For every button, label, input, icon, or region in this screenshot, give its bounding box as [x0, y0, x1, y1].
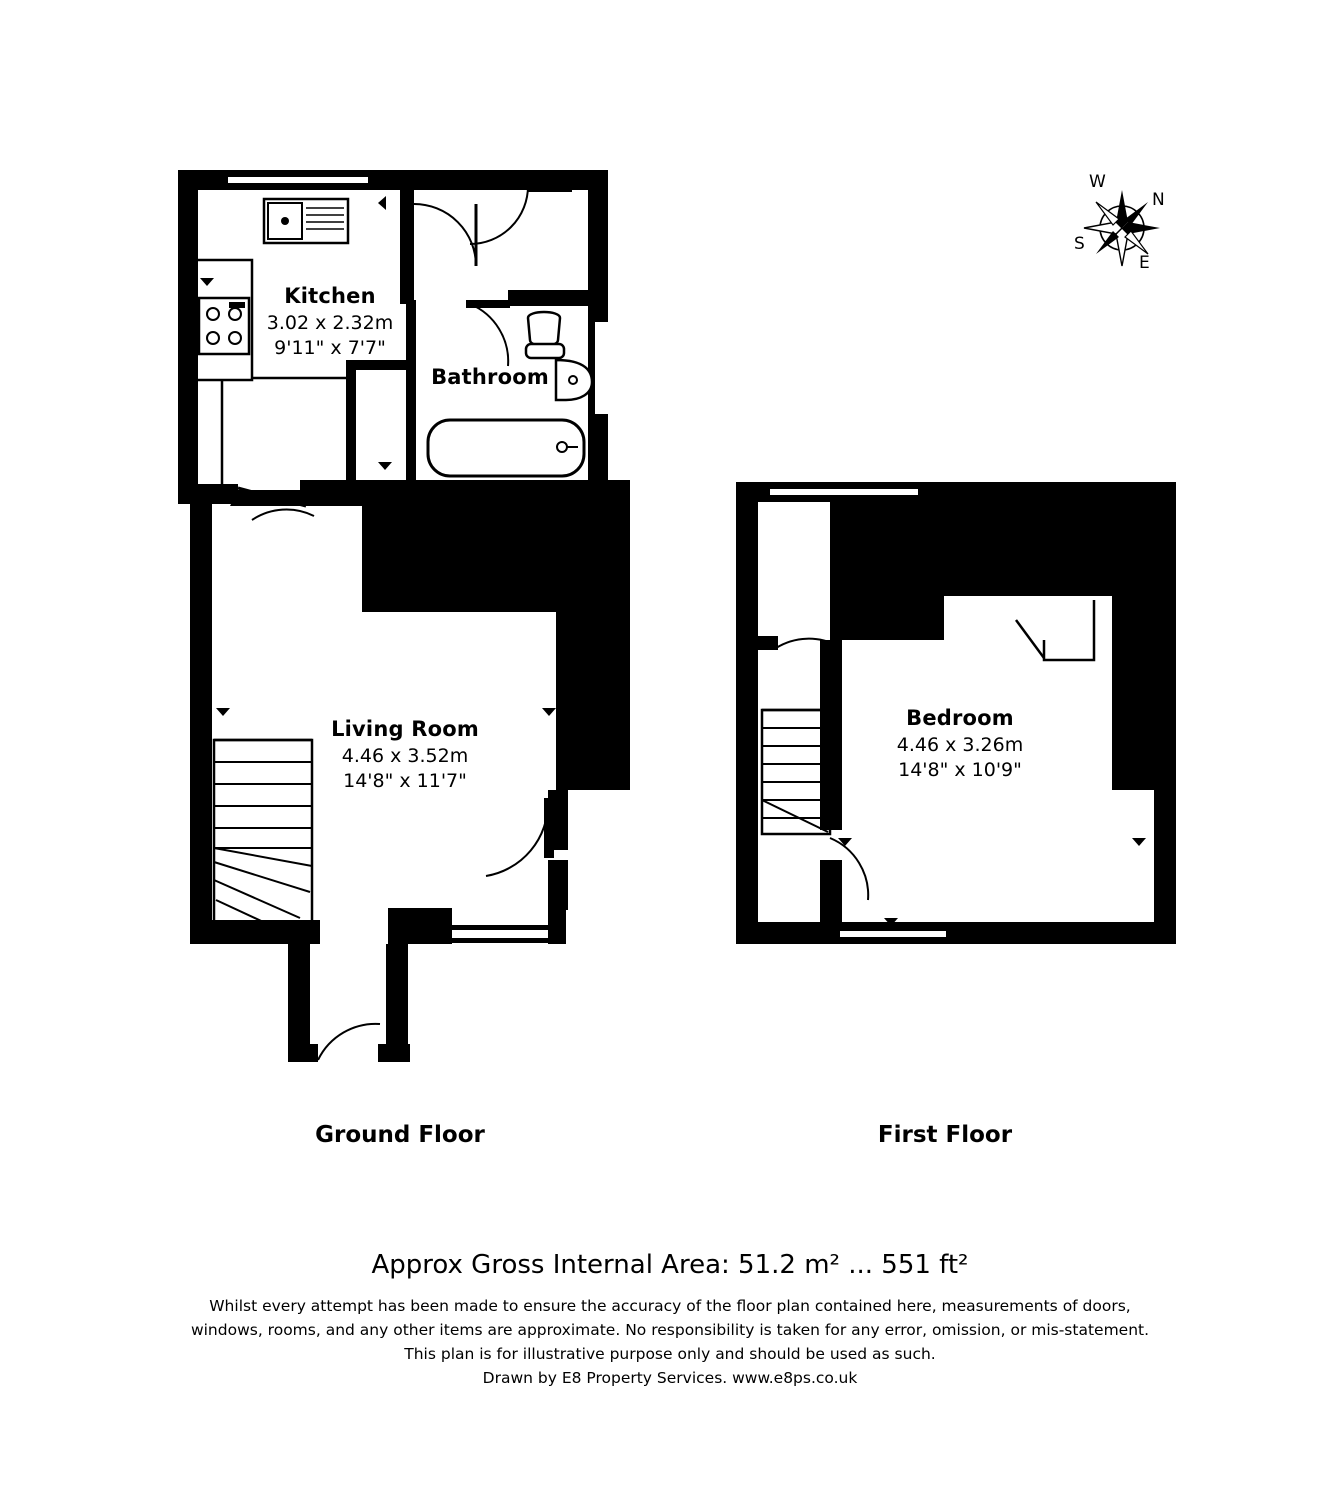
disclaimer-line-3: This plan is for illustrative purpose only and should be used as such. — [404, 1345, 936, 1363]
bedroom-dims-metric: 4.46 x 3.26m — [896, 733, 1024, 756]
kitchen-dims-metric: 3.02 x 2.32m — [266, 311, 394, 334]
bedroom-name: Bedroom — [906, 706, 1014, 730]
disclaimer-line-2: windows, rooms, and any other items are approximate. No responsibility is taken for any error, omission, or mis-statement. — [190, 1321, 1150, 1339]
compass-south-label: S — [1074, 234, 1085, 254]
kitchen-dims-imperial: 9'11" x 7'7" — [274, 336, 386, 359]
room-label-kitchen — [175, 283, 485, 361]
ground-floor-title: Ground Floor — [315, 1122, 485, 1148]
room-label-bedroom — [805, 705, 1115, 783]
kitchen-name: Kitchen — [284, 284, 376, 308]
compass-west-label: W — [1089, 172, 1106, 192]
living-room-name: Living Room — [331, 717, 479, 741]
compass-north-label: N — [1152, 190, 1165, 210]
gross-internal-area: Approx Gross Internal Area: 51.2 m² ... 551 ft² — [371, 1250, 969, 1280]
room-label-living-room — [250, 716, 560, 794]
credit-line: Drawn by E8 Property Services. www.e8ps.co.uk — [482, 1369, 858, 1387]
living-room-dims-metric: 4.46 x 3.52m — [341, 744, 469, 767]
disclaimer-line-1: Whilst every attempt has been made to ensure the accuracy of the floor plan contained here, measurements of doors, — [209, 1297, 1131, 1315]
first-floor-title: First Floor — [877, 1122, 1013, 1148]
room-label-bathroom — [370, 364, 610, 392]
living-room-dims-imperial: 14'8" x 11'7" — [343, 769, 467, 792]
bedroom-dims-imperial: 14'8" x 10'9" — [898, 758, 1022, 781]
bathroom-name: Bathroom — [431, 365, 549, 389]
compass-east-label: E — [1139, 253, 1150, 273]
